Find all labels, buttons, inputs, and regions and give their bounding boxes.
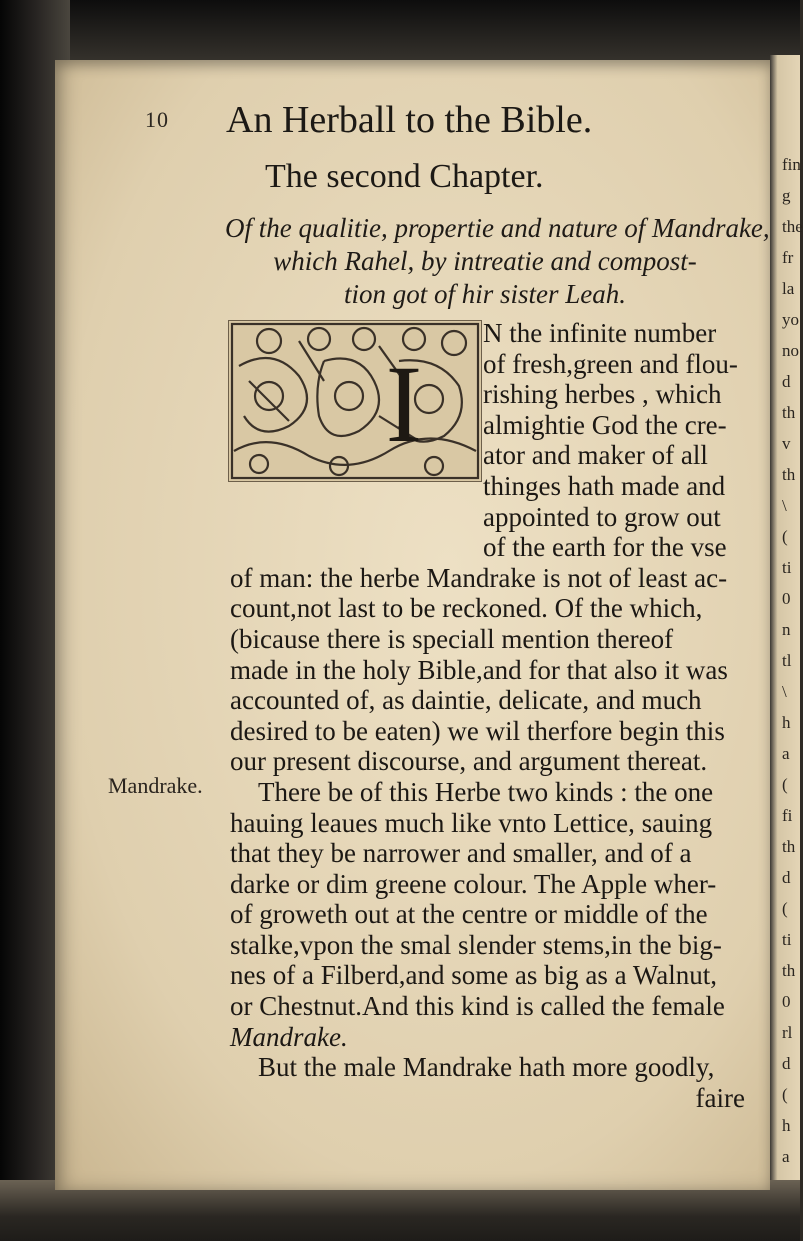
next-page-fragment: n: [782, 620, 791, 639]
next-page-fragment: d: [782, 868, 791, 887]
adjacent-page-edge: [770, 55, 803, 1205]
margin-note: Mandrake.: [108, 773, 203, 798]
next-page-fragment: ti: [782, 930, 792, 949]
text-line: of fresh,green and flou-: [483, 348, 738, 379]
text-line: There be of this Herbe two kinds : the one: [258, 776, 714, 807]
chapter-title: The second Chapter.: [265, 158, 544, 195]
next-page-fragment: a: [782, 744, 790, 763]
catchword: faire: [695, 1082, 745, 1113]
next-page-fragment: fr: [782, 248, 794, 267]
next-page-fragment: (: [782, 899, 788, 918]
text-line: hauing leaues much like vnto Lettice, sauing: [230, 807, 713, 838]
running-head: An Herball to the Bible.: [226, 99, 593, 141]
text-line: count,not last to be reckoned. Of the which,: [230, 593, 703, 624]
drop-cap-letter: I: [385, 343, 423, 465]
next-page-fragment: fin: [782, 155, 801, 174]
next-page-fragment: v: [782, 434, 791, 453]
text-line: darke or dim greene colour. The Apple wher-: [230, 868, 717, 899]
subtitle-line: tion got of hir sister Leah.: [343, 279, 627, 309]
subtitle-line: which Rahel, by intreatie and compost-: [273, 246, 697, 276]
text-line: made in the holy Bible,and for that also it was: [230, 654, 728, 685]
next-page-fragment: a: [782, 1147, 790, 1166]
text-line: our present discourse, and argument thereat.: [230, 746, 708, 777]
text-line: that they be narrower and smaller, and of a: [230, 838, 692, 869]
next-page-fragment: g: [782, 186, 791, 205]
next-page-fragment: d: [782, 372, 791, 391]
subtitle-line: Of the qualitie, propertie and nature of Mandrake,: [225, 213, 770, 243]
chapter-subtitle: [225, 212, 770, 311]
next-page-fragment: ti: [782, 558, 792, 577]
next-page-fragment: th: [782, 837, 796, 856]
text-line: stalke,vpon the smal slender stems,in the big-: [230, 929, 722, 960]
next-page-fragment: th: [782, 465, 796, 484]
text-line: or Chestnut.And this kind is called the female: [230, 991, 725, 1022]
text-line: of man: the herbe Mandrake is not of least ac-: [230, 562, 728, 593]
next-page-fragment: 0: [782, 589, 791, 608]
next-page-fragment: h: [782, 1116, 791, 1135]
page-number: 10: [145, 107, 169, 132]
text-line: Mandrake.: [230, 1021, 348, 1052]
text-line: thinges hath made and: [483, 470, 726, 501]
next-page-fragment: (: [782, 775, 788, 794]
text-line: of the earth for the vse: [483, 532, 727, 563]
next-page-fragment: yo: [782, 310, 799, 329]
text-line: almightie God the cre-: [483, 409, 727, 440]
next-page-fragment: tl: [782, 651, 792, 670]
next-page-fragment: d: [782, 1054, 791, 1073]
text-line: of groweth out at the centre or middle of the: [230, 899, 708, 930]
text-line: (bicause there is speciall mention thereof: [230, 623, 674, 654]
text-line: appointed to grow out: [483, 501, 721, 532]
text-line: N the infinite number: [483, 318, 717, 348]
next-page-fragment: h: [782, 713, 791, 732]
next-page-fragment: fi: [782, 806, 793, 825]
text-line: ator and maker of all: [483, 440, 708, 471]
next-page-fragment: \: [782, 496, 787, 515]
next-page-fragment: th: [782, 403, 796, 422]
text-line: rishing herbes , which: [483, 379, 722, 410]
next-page-fragment: \: [782, 682, 787, 701]
body-text: [230, 318, 745, 1113]
next-page-fragment: la: [782, 279, 795, 298]
text-line: accounted of, as daintie, delicate, and much: [230, 685, 702, 716]
next-page-fragment: 0: [782, 992, 791, 1011]
text-line: desired to be eaten) we wil therfore begin this: [230, 715, 725, 746]
next-page-fragment: no: [782, 341, 799, 360]
next-page-fragment: (: [782, 1085, 788, 1104]
next-page-fragment: the: [782, 217, 803, 236]
next-page-fragment: th: [782, 961, 796, 980]
next-page-fragment: (: [782, 527, 788, 546]
text-line: But the male Mandrake hath more goodly,: [258, 1052, 715, 1083]
text-line: nes of a Filberd,and some as big as a Walnut,: [230, 960, 717, 991]
next-page-fragment: rl: [782, 1023, 793, 1042]
